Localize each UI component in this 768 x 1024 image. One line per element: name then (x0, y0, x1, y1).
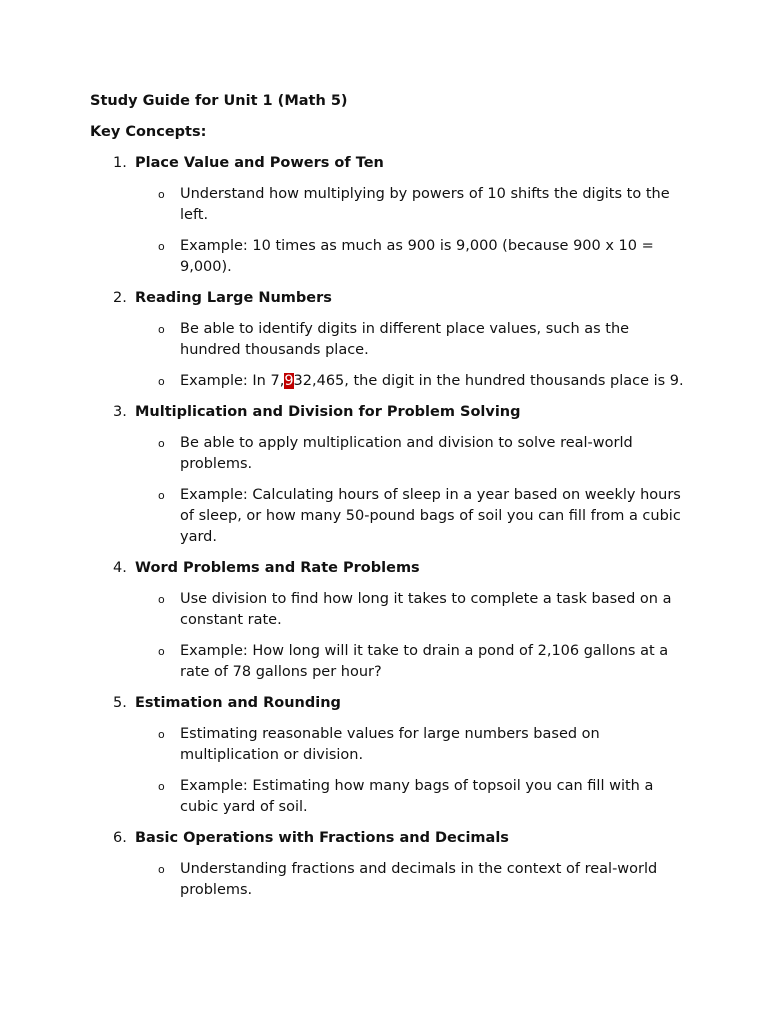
list-item (90, 776, 690, 818)
key-concepts-label: Key Concepts: (90, 124, 207, 140)
list-item (90, 319, 690, 361)
bullet-icon: o (158, 863, 165, 876)
sub-list (90, 589, 690, 683)
list-item (90, 184, 690, 226)
list-item-text: Be able to identify digits in different place values, such as the hundred thousands place. (180, 321, 630, 358)
concept-title: Multiplication and Division for Problem Solving (135, 404, 521, 420)
sub-list (90, 433, 690, 548)
bullet-icon: o (158, 780, 165, 793)
concept-heading (90, 693, 690, 714)
concept-title: Estimation and Rounding (135, 695, 341, 711)
list-item (90, 859, 690, 901)
sub-list (90, 859, 690, 901)
concept-heading (90, 558, 690, 579)
list-item-text (180, 371, 690, 392)
concept-item (90, 288, 690, 392)
concept-title: Place Value and Powers of Ten (135, 155, 384, 171)
concept-item (90, 402, 690, 548)
list-item-text: Understanding fractions and decimals in the context of real-world problems. (180, 861, 658, 898)
list-item (90, 641, 690, 683)
example-text-after: 32,465, the digit in the hundred thousands place is 9. (293, 373, 684, 389)
concept-number: 6. (113, 830, 127, 846)
list-item-text: Example: 10 times as much as 900 is 9,000 (because 900 x 10 = 9,000). (180, 238, 654, 275)
list-item-text: Be able to apply multiplication and division to solve real-world problems. (180, 435, 633, 472)
bullet-icon: o (158, 437, 165, 450)
concept-item (90, 153, 690, 278)
bullet-icon: o (158, 240, 165, 253)
concept-title: Basic Operations with Fractions and Decimals (135, 830, 509, 846)
concept-title: Word Problems and Rate Problems (135, 560, 420, 576)
sub-list (90, 319, 690, 392)
bullet-icon: o (158, 323, 165, 336)
document-title: Study Guide for Unit 1 (Math 5) (90, 93, 348, 109)
concept-item (90, 558, 690, 683)
concept-number: 4. (113, 560, 127, 576)
concept-heading (90, 288, 690, 309)
bullet-icon: o (158, 728, 165, 741)
list-item (90, 371, 690, 392)
list-item (90, 724, 690, 766)
list-item (90, 433, 690, 475)
concept-number: 3. (113, 404, 127, 420)
highlighted-digit: 9 (284, 373, 294, 389)
bullet-icon: o (158, 489, 165, 502)
sub-list (90, 724, 690, 818)
concept-number: 5. (113, 695, 127, 711)
concept-title: Reading Large Numbers (135, 290, 332, 306)
concept-list (90, 153, 690, 901)
concept-heading (90, 153, 690, 174)
document-page (90, 91, 690, 911)
concept-item (90, 828, 690, 901)
bullet-icon: o (158, 375, 165, 388)
list-item-text: Example: Calculating hours of sleep in a year based on weekly hours of sleep, or how many 50-pound bags of soil you can fill from a cubic yard. (180, 487, 681, 545)
list-item-text: Estimating reasonable values for large numbers based on multiplication or division. (180, 726, 600, 763)
list-item-text: Use division to find how long it takes to complete a task based on a constant rate. (180, 591, 672, 628)
concept-number: 2. (113, 290, 127, 306)
bullet-icon: o (158, 645, 165, 658)
list-item-text: Understand how multiplying by powers of 10 shifts the digits to the left. (180, 186, 670, 223)
concept-number: 1. (113, 155, 127, 171)
list-item-text: Example: Estimating how many bags of topsoil you can fill with a cubic yard of soil. (180, 778, 654, 815)
bullet-icon: o (158, 188, 165, 201)
list-item (90, 589, 690, 631)
concept-heading (90, 828, 690, 849)
bullet-icon: o (158, 593, 165, 606)
list-item (90, 236, 690, 278)
concept-item (90, 693, 690, 818)
example-text-before: Example: In 7, (180, 373, 285, 389)
list-item-text: Example: How long will it take to drain a pond of 2,106 gallons at a rate of 78 gallons per hour? (180, 643, 669, 680)
list-item (90, 485, 690, 548)
concept-heading (90, 402, 690, 423)
sub-list (90, 184, 690, 278)
